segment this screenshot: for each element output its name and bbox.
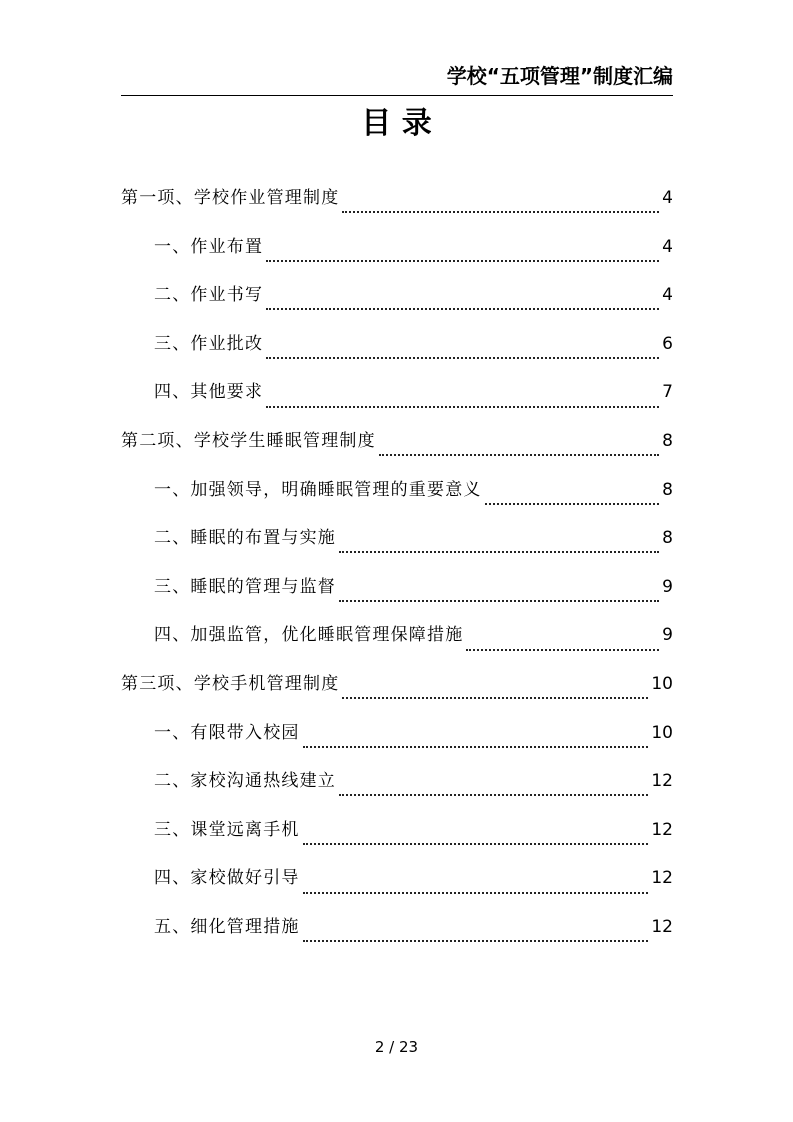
toc-entry-title: 睡眠的管理与监督 bbox=[190, 576, 337, 597]
toc-entry-number: 第三项、 bbox=[121, 673, 194, 694]
toc-subsection-link[interactable] bbox=[121, 814, 673, 863]
toc-subsection-link[interactable] bbox=[121, 862, 673, 911]
toc-entry-title: 有限带入校园 bbox=[190, 722, 300, 743]
toc-entry-page: 12 bbox=[651, 819, 673, 840]
toc-entry-number: 第二项、 bbox=[121, 430, 194, 451]
toc-entry-page: 12 bbox=[651, 868, 673, 889]
page-header bbox=[121, 60, 673, 96]
page-number: 2 / 23 bbox=[374, 1038, 419, 1056]
toc-entry-title: 其他要求 bbox=[190, 382, 264, 403]
toc-dot-leader bbox=[339, 536, 659, 556]
header-title: 学校“五项管理”制度汇编 bbox=[446, 64, 673, 88]
toc-entry-number: 第一项、 bbox=[121, 188, 194, 208]
toc-entry-page: 8 bbox=[662, 479, 673, 500]
toc-entry-number: 四、 bbox=[154, 625, 191, 646]
toc-entry-title: 学校学生睡眠管理制度 bbox=[193, 430, 376, 451]
toc-entry-page: 9 bbox=[662, 576, 673, 597]
toc-entry-page: 6 bbox=[662, 333, 673, 354]
toc-dot-leader bbox=[303, 828, 649, 848]
toc-dot-leader bbox=[466, 634, 659, 654]
toc-subsection-link[interactable] bbox=[121, 328, 673, 377]
toc-dot-leader bbox=[342, 196, 659, 216]
toc-entry-number: 二、 bbox=[154, 528, 191, 549]
toc-dot-leader bbox=[303, 877, 649, 897]
toc-dot-leader bbox=[266, 342, 659, 362]
toc-dot-leader bbox=[303, 925, 649, 945]
toc-dot-leader bbox=[339, 779, 648, 799]
toc-entry-page: 8 bbox=[662, 528, 673, 549]
toc-subsection-link[interactable] bbox=[121, 231, 673, 280]
toc-entry-title: 睡眠的布置与实施 bbox=[190, 528, 337, 549]
toc-entry-title: 细化管理措施 bbox=[190, 916, 300, 937]
toc-entry-page: 9 bbox=[662, 625, 673, 646]
toc-dot-leader bbox=[266, 293, 659, 313]
toc-entry-title: 加强领导，明确睡眠管理的重要意义 bbox=[190, 479, 482, 500]
toc-dot-leader bbox=[342, 682, 648, 702]
toc-entry-number: 四、 bbox=[154, 382, 191, 403]
toc-dot-leader bbox=[266, 391, 659, 411]
toc-entry-number: 二、 bbox=[154, 771, 191, 792]
toc-subsection-link[interactable] bbox=[121, 279, 673, 328]
toc-subsection-link[interactable] bbox=[121, 571, 673, 620]
toc-entry-number: 三、 bbox=[154, 576, 191, 597]
toc-entry-title: 作业批改 bbox=[190, 333, 264, 354]
toc-entry-title: 作业布置 bbox=[190, 236, 264, 257]
toc-section-link[interactable] bbox=[121, 668, 673, 717]
toc-dot-leader bbox=[266, 245, 659, 265]
toc-dot-leader bbox=[339, 585, 659, 605]
toc-entry-number: 三、 bbox=[154, 333, 191, 354]
toc-entry-title: 学校作业管理制度 bbox=[193, 188, 340, 208]
toc-entry-page: 10 bbox=[651, 673, 673, 694]
toc-entry-number: 三、 bbox=[154, 819, 191, 840]
toc-subsection-link[interactable] bbox=[121, 911, 673, 960]
toc-entry-page: 12 bbox=[651, 916, 673, 937]
toc-subsection-link[interactable] bbox=[121, 765, 673, 814]
toc-entry-number: 五、 bbox=[154, 916, 191, 937]
toc-subsection-link[interactable] bbox=[121, 376, 673, 425]
toc-entry-title: 家校做好引导 bbox=[190, 868, 300, 889]
toc-subsection-link[interactable] bbox=[121, 717, 673, 766]
toc-entry-number: 一、 bbox=[154, 236, 191, 257]
toc-subsection-link[interactable] bbox=[121, 474, 673, 523]
toc-entry-page: 4 bbox=[662, 236, 673, 257]
toc-entry-title: 课堂远离手机 bbox=[190, 819, 300, 840]
toc-entry-number: 四、 bbox=[154, 868, 191, 889]
toc-entry-title: 学校手机管理制度 bbox=[193, 673, 340, 694]
toc-dot-leader bbox=[485, 488, 660, 508]
toc-subsection-link[interactable] bbox=[121, 522, 673, 571]
table-of-contents bbox=[121, 182, 673, 960]
toc-dot-leader bbox=[379, 439, 659, 459]
toc-entry-page: 4 bbox=[662, 188, 673, 208]
toc-dot-leader bbox=[303, 731, 649, 751]
toc-entry-page: 7 bbox=[662, 382, 673, 403]
toc-entry-title: 作业书写 bbox=[190, 285, 264, 306]
toc-entry-page: 10 bbox=[651, 722, 673, 743]
toc-entry-page: 4 bbox=[662, 285, 673, 306]
toc-title: 目 录 bbox=[361, 106, 432, 141]
toc-entry-page: 12 bbox=[651, 771, 673, 792]
toc-entry-number: 一、 bbox=[154, 479, 191, 500]
toc-section-link[interactable] bbox=[121, 425, 673, 474]
toc-section-link[interactable] bbox=[121, 182, 673, 231]
toc-entry-title: 加强监管，优化睡眠管理保障措施 bbox=[190, 625, 464, 646]
toc-subsection-link[interactable] bbox=[121, 619, 673, 668]
toc-entry-number: 二、 bbox=[154, 285, 191, 306]
toc-entry-page: 8 bbox=[662, 430, 673, 451]
toc-entry-title: 家校沟通热线建立 bbox=[190, 771, 337, 792]
toc-entry-number: 一、 bbox=[154, 722, 191, 743]
